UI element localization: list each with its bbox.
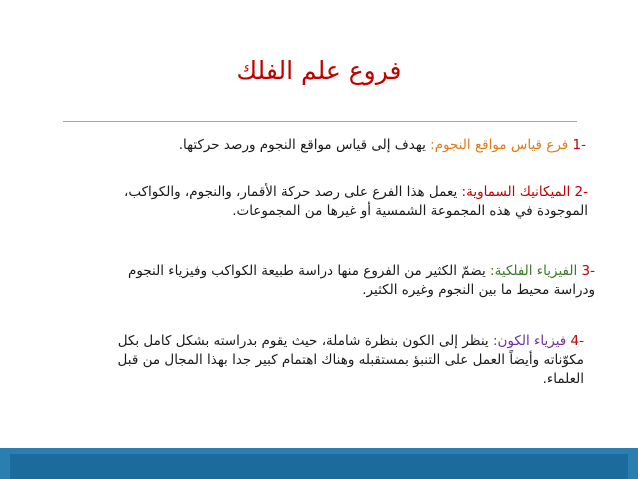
branch-3-number: -3 [581, 263, 595, 279]
branch-1-keyword: فرع قياس مواقع النجوم: [430, 137, 569, 153]
slide-title: فروع علم الفلك [236, 56, 402, 85]
branch-3-text-1: يضمّ الكثير من الفروع منها دراسة طبيعة الكواكب وفيزياء النجوم [127, 263, 486, 279]
footer-bar-inner [10, 454, 628, 479]
branch-3-text-2: ودراسة محيط ما بين النجوم وغيره الكثير. [362, 282, 595, 298]
branch-2-number: -2 [574, 184, 588, 200]
branch-4-keyword: فيزياء الكون: [492, 333, 567, 349]
branch-3-keyword: الفيزياء الفلكية: [490, 263, 578, 279]
branch-1-number: -1 [572, 137, 586, 153]
branch-4 [118, 332, 584, 389]
branch-3 [128, 262, 595, 300]
branch-4-text-2: مكوّناته وأيضاً العمل على التنبؤ بمستقبله وهناك اهتمام كبير جدا بهذا المجال من قبل [117, 352, 584, 368]
branch-4-line-1 [118, 332, 584, 351]
branch-1-text-1: يهدف إلى قياس مواقع النجوم ورصد حركتها. [178, 137, 426, 153]
branch-2-text-2: الموجودة في هذه المجموعة الشمسية أو غيرها من المجموعات. [232, 203, 588, 219]
branch-4-number: -4 [570, 333, 584, 349]
title-divider [63, 121, 577, 122]
branch-2-text-1: يعمل هذا الفرع على رصد حركة الأقمار، والنجوم، والكواكب، [123, 184, 458, 200]
branch-2 [124, 183, 588, 221]
footer-bar [0, 448, 638, 479]
branch-2-line-1 [124, 183, 588, 202]
branch-1-line-1 [179, 136, 586, 155]
branch-1 [179, 136, 586, 155]
branch-4-text-1: ينظر إلى الكون بنظرة شاملة، حيث يقوم بدراسته بشكل كامل بكل [117, 333, 489, 349]
branch-3-line-1 [128, 262, 595, 281]
branch-4-text-3: العلماء. [542, 371, 584, 387]
branch-2-keyword: الميكانيك السماوية: [461, 184, 571, 200]
